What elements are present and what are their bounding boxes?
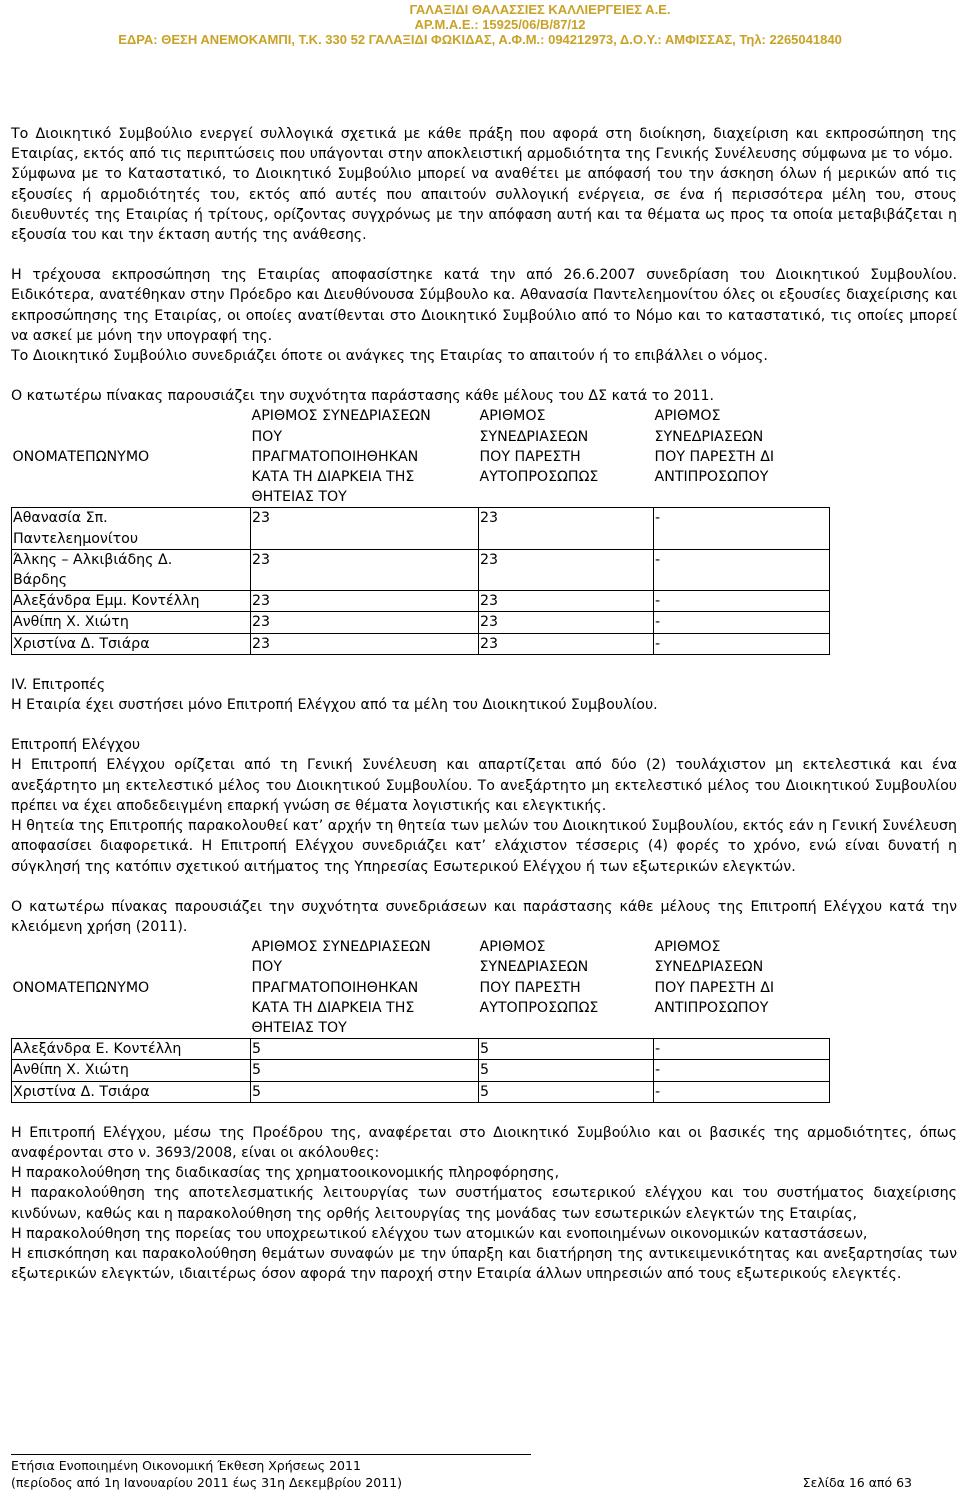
- duty-item: Η παρακολούθηση της διαδικασίας της χρηματοοικονομικής πληροφόρησης,: [11, 1165, 560, 1182]
- duty-item: Η παρακολούθηση της αποτελεσματικής λειτουργίας των συστήματος εσωτερικού ελέγχου και του συστήματος διαχείρισης κινδύνων, καθώς και η παρακολούθηση της ορθής λειτουργίας της μονάδας των εσωτερικών ελεγκτών της Εταιρίας,: [11, 1185, 957, 1222]
- header-registration: ΑΡ.Μ.Α.Ε.: 15925/06/Β/87/12: [414, 17, 586, 32]
- footer-period: (περίοδος από 1η Ιανουαρίου 2011 έως 31η Δεκεμβρίου 2011): [11, 1475, 403, 1490]
- header-company-name: ΓΑΛΑΞΙΔΙ ΘΑΛΑΣΣΙΕΣ ΚΑΛΛΙΕΡΓΕΙΕΣ Α.Ε.: [409, 2, 671, 17]
- page-number: Σελίδα 16 από 63: [802, 1475, 912, 1490]
- section-title-committees: IV. Επιτροπές: [11, 676, 106, 693]
- column-header-by-proxy: ΑΡΙΘΜΟΣ ΣΥΝΕΔΡΙΑΣΕΩΝ ΠΟΥ ΠΑΡΕΣΤΗ ΔΙ ΑΝΤΙΠΡΟΣΩΠΟΥ: [654, 408, 775, 486]
- page-footer: [11, 1454, 957, 1491]
- duty-item: Η επισκόπηση και παρακολούθηση θεμάτων συναφών με την ύπαρξη και διατήρηση της αντικειμενικότητας και ανεξαρτησίας των εξωτερικών ελεγκτών, ιδιαιτέρως όσον αφορά την παροχή στην Εταιρία άλλων υπηρεσιών από τους εξωτερικούς ελεγκτές.: [11, 1245, 957, 1283]
- table-row: Ανθίπη Χ. Χιώτη 23 23 -: [12, 612, 830, 633]
- column-header-held: ΑΡΙΘΜΟΣ ΣΥΝΕΔΡΙΑΣΕΩΝ ΠΟΥ ΠΡΑΓΜΑΤΟΠΟΙΗΘΗΚΑΝ ΚΑΤΑ ΤΗ ΔΙΑΡΚΕΙΑ ΤΗΣ ΘΗΤΕΙΑΣ ΤΟΥ: [251, 408, 431, 506]
- table-row: Αλεξάνδρα Εμμ. Κοντέλλη 23 23 -: [12, 591, 830, 612]
- column-header-name: ΟΝΟΜΑΤΕΠΩΝΥΜΟ: [12, 979, 150, 996]
- footer-report-title: Ετήσια Ενοποιημένη Οικονομική Έκθεση Χρήσεως 2011: [11, 1458, 361, 1473]
- table-row: Άλκης – Αλκιβιάδης Δ. Βάρδης 23 23 -: [12, 549, 830, 590]
- paragraph-audit-duties-intro: Η Επιτροπή Ελέγχου, μέσω της Προέδρου της, αναφέρεται στο Διοικητικό Συμβούλιο και οι βασικές της αρμοδιότητες, όπως αναφέρονται στο ν. 3693/2008, είναι οι ακόλουθες:: [11, 1124, 957, 1161]
- column-header-in-person: ΑΡΙΘΜΟΣ ΣΥΝΕΔΡΙΑΣΕΩΝ ΠΟΥ ΠΑΡΕΣΤΗ ΑΥΤΟΠΡΟΣΩΠΩΣ: [479, 408, 599, 486]
- table-header-row: [12, 406, 830, 508]
- paragraph-board-table-intro: Ο κατωτέρω πίνακας παρουσιάζει την συχνότητα παράστασης κάθε μέλους του ΔΣ κατά το 2011.: [11, 388, 715, 405]
- paragraph-board-collective: Το Διοικητικό Συμβούλιο ενεργεί συλλογικά σχετικά με κάθε πράξη που αφορά στη διοίκηση, διαχείριση και εκπροσώπηση της Εταιρίας, εκτός από τις περιπτώσεις που υπάγονται στην αποκλειστική αρμοδιότητα της Γενικής Συνέλευσης σύμφωνα με το νόμο.: [11, 126, 957, 163]
- company-header: [0, 2, 960, 47]
- subsection-title-audit: Επιτροπή Ελέγχου: [11, 737, 141, 754]
- column-header-in-person: ΑΡΙΘΜΟΣ ΣΥΝΕΔΡΙΑΣΕΩΝ ΠΟΥ ΠΑΡΕΣΤΗ ΑΥΤΟΠΡΟΣΩΠΩΣ: [479, 939, 599, 1016]
- footer-divider: [11, 1454, 531, 1455]
- paragraph-meetings: Το Διοικητικό Συμβούλιο συνεδριάζει όποτε οι ανάγκες της Εταιρίας το απαιτούν ή το επιβάλλει ο νόμος.: [11, 348, 768, 365]
- paragraph-audit-term: Η θητεία της Επιτροπής παρακολουθεί κατ’ αρχήν τη θητεία των μελών του Διοικητικού Συμβουλίου, εκτός εάν η Γενική Συνέλευση αποφασίσει διαφορετικά. Η Επιτροπή Ελέγχου συνεδριάζει κατ’ ελάχιστον τέσσερις (4) φορές το χρόνο, ενώ είναι δυνατή η σύγκλησή της κατόπιν σχετικού αιτήματος της Υπηρεσίας Εσωτερικού Ελέγχου ή των εξωτερικών ελεγκτών.: [11, 818, 957, 875]
- paragraph-delegation: Σύμφωνα με το Καταστατικό, το Διοικητικό Συμβούλιο μπορεί να αναθέτει με απόφασή του την άσκηση όλων ή μερικών από τις εξουσίες ή αρμοδιότητές του, εκτός από αυτές που απαιτούν συλλογική ενέργεια, σε ένα ή περισσότερα μέλη του, στους διευθυντές της Εταιρίας ή τρίτους, ορίζοντας συγχρόνως με την απόφαση αυτή και τα θέματα ως προς τα οποία μεταβιβάζεται η εξουσία του και την έκταση αυτής της ανάθεσης.: [11, 166, 957, 244]
- table-row: Χριστίνα Δ. Τσιάρα 23 23 -: [12, 633, 830, 654]
- column-header-by-proxy: ΑΡΙΘΜΟΣ ΣΥΝΕΔΡΙΑΣΕΩΝ ΠΟΥ ΠΑΡΕΣΤΗ ΔΙ ΑΝΤΙΠΡΟΣΩΠΟΥ: [654, 939, 775, 1016]
- paragraph-representation: Η τρέχουσα εκπροσώπηση της Εταιρίας αποφασίστηκε κατά την από 26.6.2007 συνεδρίαση του Διοικητικού Συμβουλίου. Ειδικότερα, ανατέθηκαν στην Πρόεδρο και Διευθύνουσα Σύμβουλο κα. Αθανασία Παντελεημονίτου όλες οι εξουσίες διαχείρισης και εκπροσώπησης της Εταιρίας, οι οποίες ανατίθενται στο Διοικητικό Συμβούλιο από το Νόμο και το καταστατικό, τις οποίες μπορεί να ασκεί με μόνη την υπογραφή της.: [11, 267, 957, 344]
- document-body: [11, 124, 957, 1284]
- table-row: Αθανασία Σπ. Παντελεημονίτου 23 23 -: [12, 508, 830, 549]
- duty-item: Η παρακολούθηση της πορείας του υποχρεωτικού ελέγχου των ατομικών και ενοποιημένων οικονομικών καταστάσεων,: [11, 1225, 868, 1242]
- column-header-held: ΑΡΙΘΜΟΣ ΣΥΝΕΔΡΙΑΣΕΩΝ ΠΟΥ ΠΡΑΓΜΑΤΟΠΟΙΗΘΗΚΑΝ ΚΑΤΑ ΤΗ ΔΙΑΡΚΕΙΑ ΤΗΣ ΘΗΤΕΙΑΣ ΤΟΥ: [251, 939, 431, 1036]
- paragraph-audit-composition: Η Επιτροπή Ελέγχου ορίζεται από τη Γενική Συνέλευση και απαρτίζεται από δύο (2) τουλάχιστον μη εκτελεστικά και ένα ανεξάρτητο μη εκτελεστικό μέλος του Διοικητικού Συμβουλίου. Το ανεξάρτητο μη εκτελεστικό μέλος του Διοικητικού Συμβουλίου πρέπει να έχει αποδεδειγμένη επαρκή γνώση σε θέματα λογιστικής και ελεγκτικής.: [11, 757, 957, 814]
- board-attendance-table: [11, 406, 830, 654]
- header-address: ΕΔΡΑ: ΘΕΣΗ ΑΝΕΜΟΚΑΜΠΙ, Τ.Κ. 330 52 ΓΑΛΑΞΙΔΙ ΦΩΚΙΔΑΣ, Α.Φ.Μ.: 094212973, Δ.Ο.Υ.: ΑΜΦΙΣΣΑΣ, Τηλ: 2265041840: [118, 32, 842, 47]
- paragraph-committees: Η Εταιρία έχει συστήσει μόνο Επιτροπή Ελέγχου από τα μέλη του Διοικητικού Συμβουλίου.: [11, 697, 658, 714]
- table-row: Αλεξάνδρα Ε. Κοντέλλη 5 5 -: [12, 1039, 830, 1060]
- table-row: Χριστίνα Δ. Τσιάρα 5 5 -: [12, 1081, 830, 1102]
- audit-attendance-table: [11, 937, 830, 1103]
- table-header-row: [12, 937, 830, 1039]
- paragraph-audit-table-intro: Ο κατωτέρω πίνακας παρουσιάζει την συχνότητα συνεδριάσεων και παράστασης κάθε μέλους της Επιτροπή Ελέγχου κατά την κλειόμενη χρήση (2011).: [11, 898, 957, 935]
- table-row: Ανθίπη Χ. Χιώτη 5 5 -: [12, 1060, 830, 1081]
- column-header-name: ΟΝΟΜΑΤΕΠΩΝΥΜΟ: [12, 448, 150, 465]
